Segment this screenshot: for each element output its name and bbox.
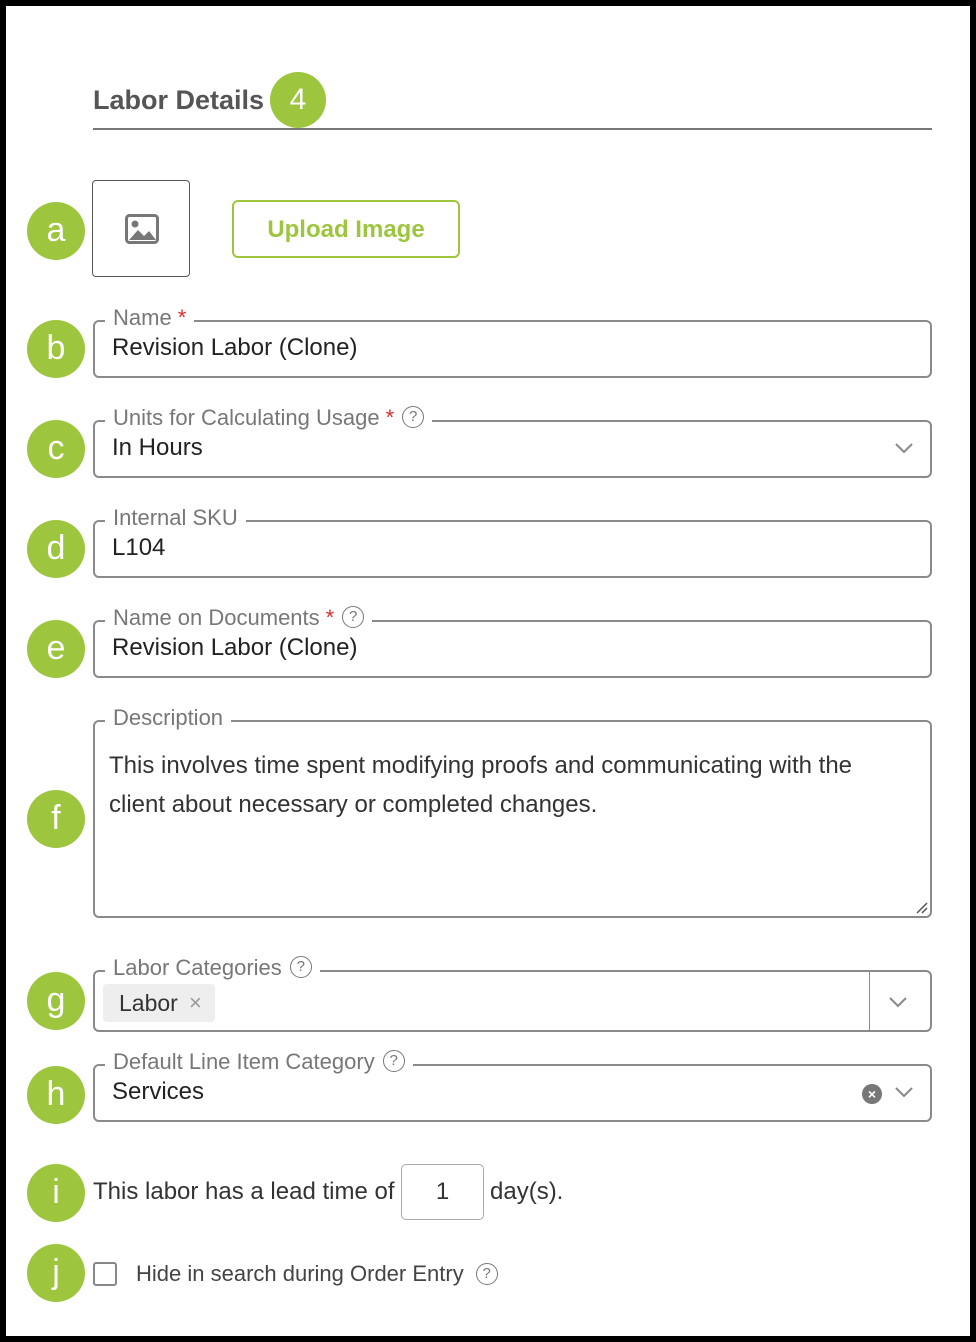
marker-d: d (27, 520, 85, 578)
name-input[interactable]: Revision Labor (Clone) (112, 334, 358, 361)
chip-label: Labor (119, 990, 178, 1016)
units-select-value: In Hours (112, 434, 203, 461)
dropdown-divider (869, 972, 870, 1032)
required-marker: * (385, 405, 395, 430)
section-title: Labor Details (93, 85, 265, 115)
hide-in-search-checkbox[interactable] (93, 1262, 117, 1286)
chevron-down-icon[interactable] (888, 996, 908, 1008)
upload-image-button[interactable]: Upload Image (232, 200, 460, 258)
sku-input[interactable]: L104 (112, 534, 166, 561)
description-text[interactable]: This involves time spent modifying proofs and communicating with the client about necessary or completed changes. (109, 752, 853, 818)
marker-g: g (27, 972, 85, 1030)
help-icon[interactable]: ? (476, 1263, 498, 1285)
clear-icon[interactable]: × (862, 1084, 882, 1104)
step-badge: 4 (270, 72, 326, 128)
lead-time-prefix: This labor has a lead time of (93, 1178, 395, 1205)
required-marker: * (177, 305, 187, 330)
name-field[interactable] (93, 305, 932, 378)
image-placeholder (92, 180, 190, 277)
help-icon[interactable]: ? (290, 956, 312, 978)
section-divider (93, 128, 932, 130)
marker-j: j (27, 1244, 85, 1302)
default-category-label: Default Line Item Category ? (105, 1049, 413, 1075)
sku-field-label: Internal SKU (105, 505, 246, 531)
internal-sku-field[interactable] (93, 505, 932, 578)
description-field-label: Description (105, 705, 231, 731)
category-chip (103, 984, 215, 1022)
help-icon[interactable]: ? (402, 406, 424, 428)
doc-name-field-label: Name on Documents * ? (105, 605, 372, 631)
doc-name-input[interactable]: Revision Labor (Clone) (112, 634, 358, 661)
lead-time-input[interactable]: 1 (401, 1164, 484, 1220)
marker-f: f (27, 790, 85, 848)
resize-handle-icon[interactable] (914, 900, 928, 914)
description-textarea[interactable] (93, 705, 932, 918)
marker-i: i (27, 1164, 85, 1222)
lead-time-suffix: day(s). (490, 1178, 564, 1205)
name-on-documents-field[interactable] (93, 605, 932, 678)
units-select[interactable] (93, 405, 932, 478)
marker-a: a (27, 202, 85, 260)
units-field-label: Units for Calculating Usage * ? (105, 405, 432, 431)
labor-categories-label: Labor Categories ? (105, 955, 320, 981)
required-marker: * (325, 605, 335, 630)
chevron-down-icon[interactable] (894, 1086, 914, 1098)
marker-c: c (27, 420, 85, 478)
default-line-item-category-select[interactable] (93, 1049, 932, 1122)
name-field-label: Name * (105, 305, 194, 331)
image-icon (125, 214, 159, 244)
hide-in-search-label: Hide in search during Order Entry ? (136, 1259, 498, 1289)
chevron-down-icon[interactable] (894, 442, 914, 454)
marker-e: e (27, 620, 85, 678)
help-icon[interactable]: ? (342, 606, 364, 628)
chip-remove-icon[interactable]: × (189, 990, 202, 1015)
marker-b: b (27, 320, 85, 378)
default-category-value: Services (112, 1078, 205, 1105)
marker-h: h (27, 1066, 85, 1124)
help-icon[interactable]: ? (383, 1050, 405, 1072)
labor-categories-select[interactable] (93, 955, 932, 1032)
